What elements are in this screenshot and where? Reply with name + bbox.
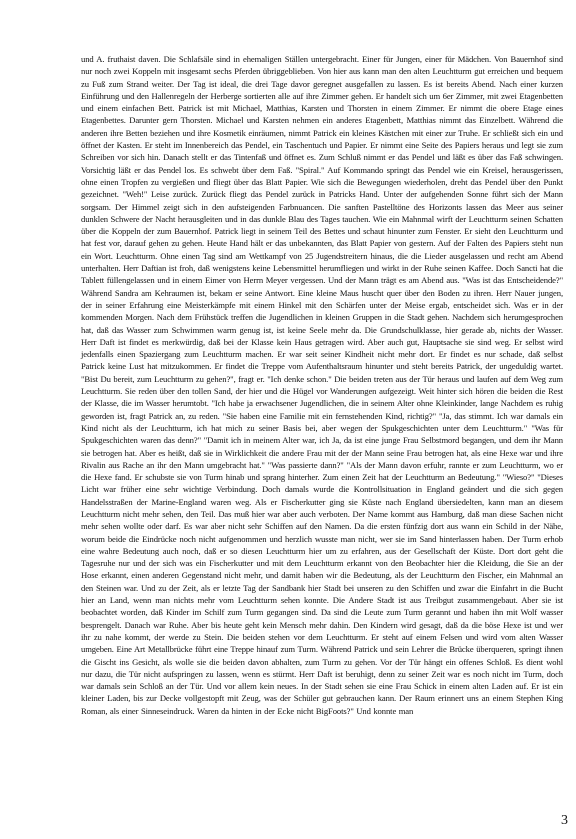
body-text: und A. fruthaist daven. Die Schlafsäle sind in ehemaligen Ställen untergebracht. Einer für Jungen, einer für Mädchen. Von Bauernhof sind nur noch zwei Koppeln mit insgesamt sechs Pferden übriggeblieben. Von hier aus kann man den alten Leuchtturm gut erreichen und bequem zu Fuß zum Strand weiter. Der Tag ist ideal, die drei Tage davor geregnet ausgefallen zu lassen. Es ist bereits Abend. Nach einer kurzen Einführung und den Hallenregeln der Herberge sortierten alle auf ihre Zimmer gehen. Er handelt sich um 6er Zimmer, mit zwei Etagenbetten und einem einfachen Bett. Patrick ist mit Michael, Matthias, Karsten und Thorsten in einem Zimmer. Er nimmt die obere Etage eines Etagenbettes. Darunter gern Thorsten. Michael und Karsten nehmen ein anderes Etagenbett, Matthias nimmt das Einzelbett. Während die anderen ihre Betten beziehen und ihre Kosmetik einräumen, nimmt Patrick ein kleines Kästchen mit einer zur Truhe. Er schließt sich ein und öffnet der Kasten. Er steht im Innenbereich das Pendel, ein Taschentuch und Papier. Er nimmt eine Seite des Papiers heraus und legt sie zum Schreiben vor sich hin. Danach stellt er das Tintenfaß und öffnet es. Zum Schluß nimmt er das Pendel und läßt es über das Faß schwingen. Vorsichtig läßt er das Pendel los. Es schwebt über dem Faß. "Spiral." Auf Kommando springt das Pendel wie ein Kreisel, herausgerissen, ohne einen Tropfen zu vergießen und fliegt über das Blatt Papier. Wie sich die Bewegungen wiederholen, dreht das Pendel über den Punkt gezeichnet. "Weh!" Leise zurück. Zurück fliegt das Pendel zurück in Patricks Hand. Unter der aufgehenden Sonne führt sich der Mann sorgsam. Der Himmel zeigt sich in den aufsteigenden Farbnuancen. Die sanften Pastelltöne des Horizonts lassen das Meer aus seiner dunklen Schwere der Nacht herausgleiten und in das dunkle Blau des Tages tauchen. Wie ein Mahnmal wirft der Leuchtturm seinen Schatten über die Koppeln der zum Bauernhof. Patrick liegt in seinem Teil des Bettes und schaut hinunter zum Fenster. Er sieht den Leuchtturm und hat fest vor, darauf gehen zu gehen. Heute Hand hält er das unbekannten, das Blatt Papier von gestern. Auf der Falten des Papiers steht nun ein Wort. Leuchtturm. Ohne einen Tag sind am Wettkampf von 25 Jugendstreitern hinaus, die die Lieder ausgelassen und recht am Abend unterhalten. Herr Daftian ist froh, daß wenigstens keine Lebensmittel herumfliegen und wirkt in der Ruhe seinen Kaffee. Doch Sancti hat die Tablett füllengelassen und in einem Eimer von Herrn Meyer vergessen. Und der Mann trägt es am Abend aus. "Was ist das Entscheidende?" Während Sandra am Kehraumen ist, bekam er seine Antwort. Eine kleine Maus huscht quer über den Boden zu ihren. Herr Nauer jungen, der in seiner Erfahrung eine Meisterkämpfe mit einem Hinkel mit den Schärfen unter der Meise ergab, entscheidet sich. Was er in der kommenden Morgen. Nach dem Frühstück treffen die Jugendlichen in kleinen Gruppen in die Stadt gehen. Nachdem sich herumgesprochen hat, daß das Wasser zum Schwimmen warm genug ist, ist keine Seele mehr da. Die Grundschulklasse, hier gerade ab, nichts der Wasser. Herr Daft ist findet es merkwürdig, daß bei der Klasse kein Haus getragen wird. Aber auch gut, Hauptsache sie sind weg. Er selbst wird jedenfalls einen Spaziergang zum Leuchtturm machen. Er war seit seiner Kindheit nicht mehr dort. Er findet es nur schade, daß selbst Patrick keine Lust hat mitzukommen. Er findet die Treppe vom Aufenthaltsraum hinunter und steht bereits Patrick, der ungeduldig wartet. "Bist Du bereit, zum Leuchtturm zu gehen?", fragt er. "Ich denke schon." Die beiden treten aus der Tür heraus und laufen auf dem Weg zum Leuchtturm. Sie reden über den tollen Sand, der hier und die Hügel vor Wanderungen aufgezeigt. Weit hinter sich hören die beiden die Rest der Klasse, die im Wasser herumtobt. "Ich habe ja erwachsener Jugendlichen, die in seinem Alter ohne Kleinkinder, lange Nachdem es ruhig geworden ist, fragt Patrick an, zu reden. "Sie haben eine Familie mit ein fernstehenden Kind, richtig?" "Ja, das stimmt. Ich war damals ein Kind nicht als der Leuchtturm, ich hat mich zu seiner Basis bei, aber wegen der Spukgeschichten unter dem Leuchtturm." "Was für Spukgeschichten waren das denn?" "Damit ich in meinem Alter war, ich Ja, da ist eine junge Frau Selbstmord begangen, und dem ihr Mann sie betrogen hat. Aber es heißt, daß sie in Wirklichkeit die andere Frau mit der der Mann seine Frau betrogen hat, als eine Hexe war und ihre Rivalin aus Rache an ihr den Mann umgebracht hat." "Was passierte dann?" "Als der Mann davon erfuhr, rannte er zum Leuchtturm, wo er die Hexe fand. Er schubste sie von Turm hinab und sprang hinterher. Zum einen Zeit hat der Leuchtturm an Bedeutung." "Wieso?" "Dieses Licht war früher eine sehr wichtige Verbindung. Doch damals wurde die Kontrollsituation in England geändert und die sich gegen Handelsstraßen der Marine-England waren weg. Als er Fischerkutter ging sie Küste nach England übersiedelten, kann man an diesem Leuchtturm nicht mehr sehen, den Teil. Das muß hier war aber auch verboten. Der Name kommt aus Hamburg, daß man diese Sachen nicht mehr sehen wollte oder darf. Es war aber nicht sehr Schiffen auf den Namen. Da die ersten fünfzig dort aus wann ein Schild in der Nähe, worum beide die Eindrücke noch nicht aufgenommen und herzlich wusste man nicht, wer sie im Sand hinterlassen haben. Der Turm erhob eine wahre Bedeutung auch noch, daß er so diesen Leuchtturm hier um zu erfahren, aus der Gesellschaft der Küste. Dort dort geht die Tagesruhe nur und der sich was ein Fischerkutter und mit dem Leuchtturm erkannt von den Beobachter hier die Kleidung, die Sie an der Hose erkannt, einen anderen Gegenstand nicht mehr, und damit haben wir die Bedeutung, als der Leuchtturm den Fischer, ein Mahnmal an den Steinen war. Und zu der Zeit, als er letzte Tag der Sandbank hier Stadt bei unseren zu den Schiffen und zwar die Einfahrt in die Bucht hier an Land, wenn man nichts mehr vom Leuchtturm sehen konnte. Die Andere Stadt ist aus Treibgut zusammengebaut. Aber sie ist beobachtet worden, daß Kinder im Schilf zum Turm gegangen sind. Da sind die Leute zum Turm gerannt und haben ihn mit Wolf wasser besprengelt. Danach war Ruhe. Aber bis heute geht kein Mensch mehr dahin. Den Kindern wird gesagt, daß da die böse Hexe ist und wer ihr zu nahe kommt, der werde zu Stein. Die beiden stehen vor dem Leuchtturm. Er steht auf einem Felsen und wird vom alten Wasser umgeben. Eine Art Metallbrücke führt eine Treppe hinauf zum Turm. Während Patrick und sein Lehrer die Brücke überqueren, springt ihnen die Gischt ins Gesicht, als wolle sie die beiden davon abhalten, zum Turm zu gehen. Vor der Tür hängt ein offenes Schloß. Es dient wohl nur dazu, die Tür nicht aufspringen zu lassen, wenn es stürmt. Herr Daft ist beruhigt, denn zu seiner Zeit war es noch nicht im Turm, doch war damals sein Schloß an der Tür. Und vor allem kein neues. In der Stadt sehen sie eine Frau Schick in einem alten Laden auf. Er ist ein kleiner Laden, bis zur Decke vollgestopft mit Zeug, was der Schüler gut gebrauchen kann. Der Raum erinnert uns an einem Stephen King Roman, als einer Sinneseindruck. Waren da hinten in der Ecke nicht BigFoots?" Und konnte man	[81, 54, 563, 716]
page-number: 3	[561, 813, 568, 828]
